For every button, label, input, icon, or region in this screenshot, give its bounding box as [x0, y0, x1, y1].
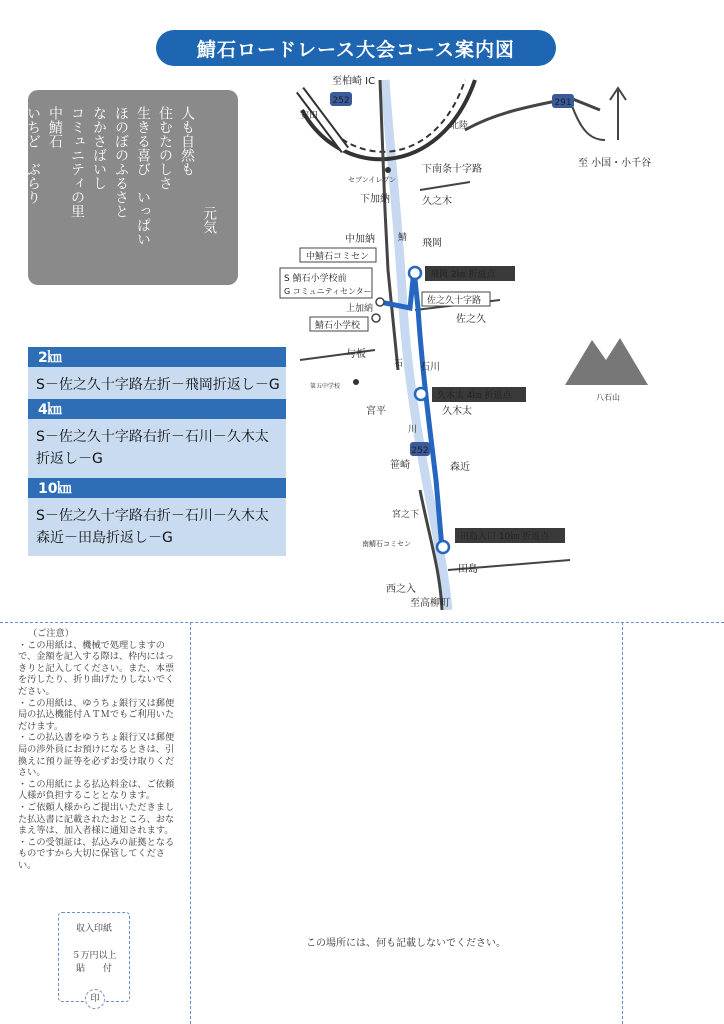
- kugita-turn-text: 久木太 4㎞ 折返点: [437, 391, 512, 401]
- label-sanokyu: 佐之久: [456, 314, 486, 325]
- perforation-vertical-right: [622, 622, 623, 1024]
- label-tajima: 田島: [458, 564, 478, 575]
- stamp-title: 収入印紙: [75, 924, 112, 934]
- label-hokuriku: 北陸: [450, 121, 469, 131]
- notice-block: [18, 628, 183, 871]
- tobioka-turn-text: 飛岡 2㎞ 折返点: [430, 270, 496, 280]
- seal-mark: 印: [85, 989, 105, 1009]
- label-nishinoiri: 西之入: [386, 584, 416, 595]
- blank-area-note: この場所には、何も記載しないでください。: [306, 938, 506, 949]
- label-kashiwazaki-ic: 至柏崎 IC: [332, 76, 376, 87]
- label-hachikokusan: 八石山: [596, 393, 620, 402]
- school-marker: [372, 314, 380, 322]
- course-10km-route: S－佐之久十字路右折－石川－久木太森近－田島折返し－G: [36, 508, 269, 546]
- poem-line: たずねてみませんか: [3, 106, 19, 232]
- notice-item: ・この払込書をゆうちょ銀行又は郵便局の渉外員にお預けになるときは、引換えに預り証等を必ずお受け取りください。: [18, 732, 175, 779]
- poem-line: 生きる喜び いっぱい: [135, 106, 151, 246]
- poem-line: 住むたのしさ: [157, 106, 173, 190]
- tajima-turn-text: 田島入口 10㎞ 折返点: [460, 532, 550, 542]
- label-naka-comicen: 中鯖石コミセン: [306, 252, 370, 262]
- course-4km-heading: 4㎞: [28, 399, 286, 419]
- course-2km-heading: 2㎞: [28, 347, 286, 367]
- kugita-turn-marker: [415, 388, 427, 400]
- label-start: S 鯖石小学校前: [284, 274, 347, 284]
- label-oguni: 至 小国・小千谷: [578, 158, 652, 169]
- label-kugita: 久木太: [442, 406, 472, 417]
- stamp-condition: ５万円以上: [71, 951, 117, 961]
- label-takayanagi: 至高柳町: [410, 598, 450, 609]
- label-shimokanou: 下加納: [360, 194, 390, 205]
- notice-item: ・この用紙は、ゆうちょ銀行又は郵便局の払込機能付ＡＴＭでもご利用いただけます。: [18, 697, 175, 732]
- poem-signature: 元気: [201, 206, 217, 234]
- poem-line: 中鯖石: [47, 106, 63, 148]
- notice-heading: （ご注意）: [28, 628, 74, 639]
- stamp-affix: 貼 付: [75, 964, 112, 974]
- label-daigo-jhs: 第五中学校: [310, 383, 341, 390]
- label-kamikanou: 上加納: [346, 304, 374, 314]
- page-title: 鯖石ロードレース大会コース案内図: [156, 30, 556, 66]
- course-2km-route: S－佐之久十字路左折－飛岡折返し－G: [36, 377, 280, 393]
- label-nakakanou: 中加納: [345, 234, 375, 245]
- route-252-mid-label: 252: [411, 446, 429, 456]
- label-sanokyu-cross: 佐之久十字路: [427, 296, 482, 306]
- start-goal-marker: [376, 298, 384, 306]
- road-kunoki: [420, 182, 470, 190]
- perforation-horizontal: [0, 622, 724, 623]
- label-kunoki: 久之木: [422, 196, 452, 207]
- route-252-label: 252: [332, 96, 350, 106]
- label-river-2: 石: [394, 359, 404, 369]
- label-river-3: 川: [408, 425, 418, 435]
- label-minami-comicen: 南鯖石コミセン: [362, 540, 411, 548]
- label-sasaki: 笹崎: [390, 460, 410, 471]
- label-miyahira: 宮平: [366, 406, 386, 417]
- label-sabaishi-school: 鯖石小学校: [315, 321, 361, 331]
- label-seven-eleven: セブンイレブン: [348, 176, 397, 184]
- label-goal: G コミュニティセンター: [284, 287, 372, 296]
- label-morichika: 森近: [450, 462, 470, 473]
- route-291-label: 291: [554, 98, 572, 108]
- notice-item: ・この用紙は、機械で処理しますので、金額を記入する際は、枠内にはっきりと記入してください。また、本票を汚したり、折り曲げたりしないでください。: [18, 639, 175, 697]
- poem-line: なかさばいし: [91, 106, 107, 190]
- label-anden: 安田: [300, 111, 319, 121]
- poem-line: コミュニティの里: [69, 106, 85, 218]
- label-river-1: 鯖: [398, 233, 408, 243]
- tobioka-turn-marker: [409, 267, 421, 279]
- label-ishikawa: 石川: [420, 362, 440, 373]
- tajima-turn-marker: [437, 541, 449, 553]
- hachikokusan-mountain-icon: [565, 338, 648, 385]
- revenue-stamp-box: [58, 912, 130, 1002]
- daigo-jhs-marker: [353, 379, 359, 385]
- notice-item: ・ご依頼人様からご提出いただきました払込書に記載されたおところ、おなまえ等は、加入者様に通知されます。: [18, 801, 175, 837]
- north-arrow-icon: [610, 88, 626, 140]
- poem-line: 人も自然も: [179, 106, 195, 176]
- poem-text: [3, 90, 238, 285]
- notice-item: ・この受領証は、払込みの証拠となるものですから大切に保管してください。: [18, 836, 175, 871]
- label-shimonanjo: 下南条十字路: [422, 164, 482, 175]
- course-map: [270, 70, 710, 610]
- perforation-vertical: [190, 622, 191, 1024]
- notice-item: ・この用紙による払込料金は、ご依頼人様が負担することとなります。: [18, 778, 175, 802]
- label-tobioka: 飛岡: [422, 238, 442, 249]
- course-4km-route: S－佐之久十字路右折－石川－久木太折返し－G: [36, 429, 269, 467]
- poem-box: [3, 90, 238, 285]
- poem-line: いちど ぶらり: [25, 106, 41, 204]
- poem-line: ほのぼのふるさと: [113, 106, 129, 218]
- label-yoita: 与板: [346, 349, 366, 360]
- course-10km-heading: 10㎞: [28, 478, 286, 498]
- label-miyanoshita: 宮之下: [392, 510, 420, 520]
- seven-eleven-marker: [385, 167, 391, 173]
- road-east: [465, 98, 600, 130]
